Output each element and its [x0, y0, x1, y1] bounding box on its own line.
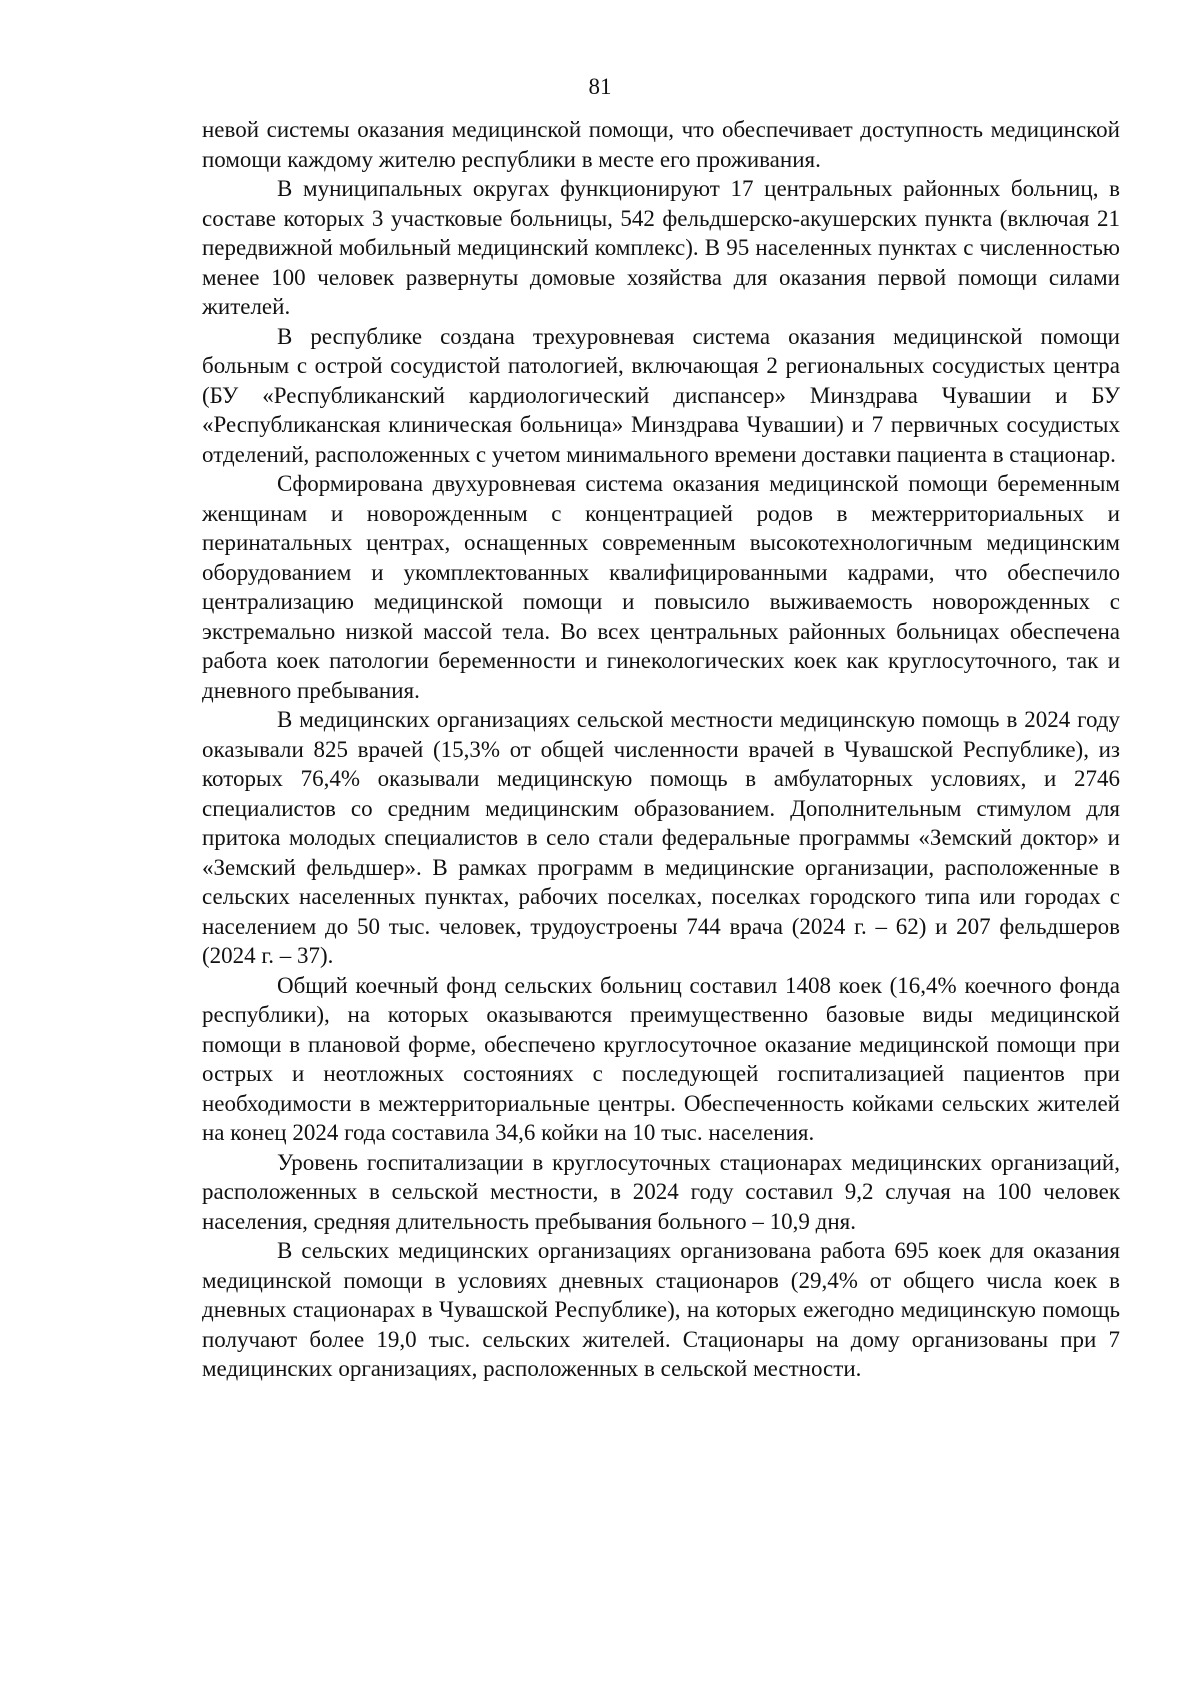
page-number: 81 [588, 74, 612, 99]
paragraph-hospitalization: Уровень госпитализации в круглосуточных стационарах медицинских организаций, расположенных в сельской местности, в 2024 году составил 9,2 случая на 100 человек населения, средняя длительность пребывания больного – 10,9 дня. [202, 1149, 1120, 1234]
paragraph-continuation: невой системы оказания медицинской помощи, что обеспечивает доступность медицинской помощи каждому жителю республики в месте его проживания. [202, 117, 1120, 172]
paragraph-bed-fund: Общий коечный фонд сельских больниц составил 1408 коек (16,4% коечного фонда республики), на которых оказываются преимущественно базовые виды медицинской помощи в плановой форме, обеспечено круглосуточное оказание медицинской помощи при острых и неотложных состояниях с последующей госпитализацией пациентов при необходимости в межтерриториальные центры. Обеспеченность койками сельских жителей на конец 2024 года составила 34,6 койки на 10 тыс. населения. [202, 972, 1120, 1145]
paragraph-district-hospitals: В муниципальных округах функционируют 17 центральных районных больниц, в составе которых 3 участковые больницы, 542 фельдшерско-акушерских пункта (включая 21 передвижной мобильный медицинский комплекс). В 95 населенных пунктах с численностью менее 100 человек развернуты домовые хозяйства для оказания первой помощи силами жителей. [202, 176, 1120, 319]
document-body [202, 115, 1120, 1384]
paragraph-day-hospitals: В сельских медицинских организациях организована работа 695 коек для оказания медицинской помощи в условиях дневных стационаров (29,4% от общего числа коек в дневных стационарах в Чувашской Республике), на которых ежегодно медицинскую помощь получают более 19,0 тыс. сельских жителей. Стационары на дому организованы при 7 медицинских организациях, расположенных в сельской местности. [202, 1238, 1120, 1381]
paragraph-rural-staff: В медицинских организациях сельской местности медицинскую помощь в 2024 году оказывали 825 врачей (15,3% от общей численности врачей в Чувашской Республике), из которых 76,4% оказывали медицинскую помощь в амбулаторных условиях, и 2746 специалистов со средним медицинским образованием. Дополнительным стимулом для притока молодых специалистов в село стали федеральные программы «Земский доктор» и «Земский фельдшер». В рамках программ в медицинские организации, расположенные в сельских населенных пунктах, рабочих поселках, поселках городского типа или городах с населением до 50 тыс. человек, трудоустроены 744 врача (2024 г. – 62) и 207 фельдшеров (2024 г. – 37). [202, 707, 1120, 968]
paragraph-vascular-system: В республике создана трехуровневая система оказания медицинской помощи больным с острой сосудистой патологией, включающая 2 региональных сосудистых центра (БУ «Республиканский кардиологический диспансер» Минздрава Чувашии и БУ «Республиканская клиническая больница» Минздрава Чувашии) и 7 первичных сосудистых отделений, расположенных с учетом минимального времени доставки пациента в стационар. [202, 323, 1120, 467]
paragraph-maternity-system: Сформирована двухуровневая система оказания медицинской помощи беременным женщинам и новорожденным с концентрацией родов в межтерриториальных и перинатальных центрах, оснащенных современным высокотехнологичным медицинским оборудованием и укомплектованных квалифицированными кадрами, что обеспечило централизацию медицинской помощи и повысило выживаемость новорожденных с экстремально низкой массой тела. Во всех центральных районных больницах обеспечена работа коек патологии беременности и гинекологических коек как круглосуточного, так и дневного пребывания. [202, 471, 1120, 703]
